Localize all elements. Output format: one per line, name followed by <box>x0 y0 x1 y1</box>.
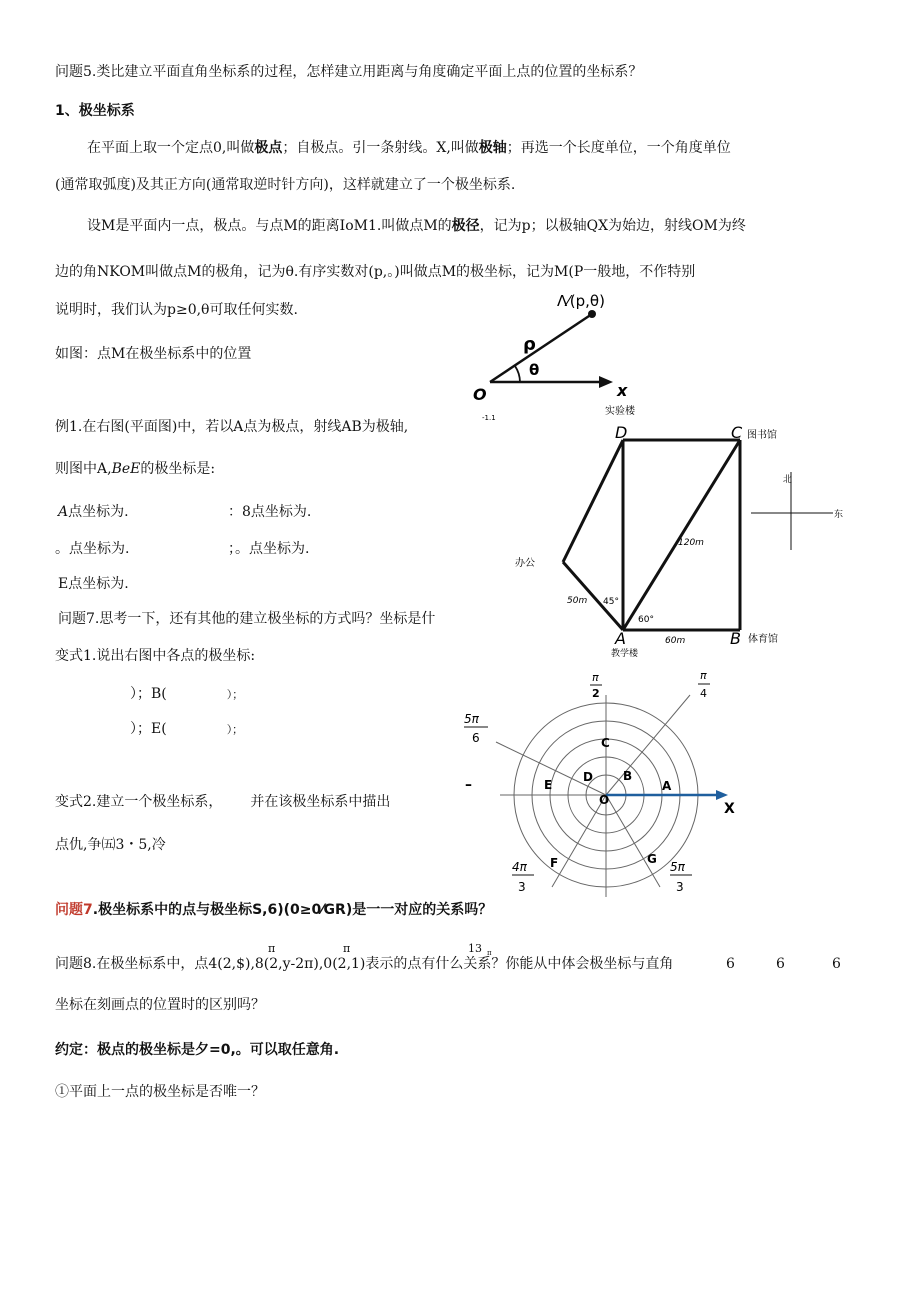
answer-b: ：8点坐标为. <box>228 504 312 520</box>
campus-map-figure <box>505 400 875 660</box>
map-b-label: 体育馆 <box>748 634 778 645</box>
q8-six-1: 6 <box>726 956 735 972</box>
label-pi-top: π <box>592 671 599 684</box>
label-a: A <box>58 504 69 520</box>
convention: 约定：极点的极坐标是夕=0,。可以取任意角. <box>55 1042 340 1058</box>
map-120m: 120m <box>678 538 704 548</box>
map-c: C <box>731 423 743 442</box>
example-1-line-1: 例1.在右图(平面图)中，若以A点为极点，射线AB为极轴, <box>55 419 409 435</box>
ray-5pi-over-3 <box>606 795 660 887</box>
axis-arrowhead <box>599 376 613 388</box>
text-segment: ，记为p；以极轴QX为始边，射线OM为终 <box>479 218 746 234</box>
text-segment: ；再选一个长度单位，一个角度单位 <box>506 140 731 156</box>
polar-grid-figure <box>460 665 760 905</box>
point-m-label: Λ⁄(p,θ) <box>557 292 605 310</box>
q8-six-2: 6 <box>776 956 785 972</box>
map-b: B <box>730 629 741 648</box>
label-5pi-6: 5π <box>464 712 479 726</box>
q8-pi-1: π <box>268 942 276 955</box>
variant-2-line-2: 点仇,争㈤3・5,冷 <box>55 837 166 853</box>
point-f: F <box>550 856 559 870</box>
text-segment: ）；B( <box>130 686 167 702</box>
label-four: 4 <box>700 687 707 700</box>
point-e: E <box>544 778 553 792</box>
tiny-mark: -1.1 <box>482 414 496 422</box>
label-5pi-3: 5π <box>670 860 685 874</box>
paragraph-definition-line-1 <box>87 139 731 157</box>
axis-x-label: X <box>724 801 735 817</box>
question-8-line-2: 坐标在刻画点的位置时的区别吗？ <box>55 997 265 1013</box>
paragraph-point-line-1 <box>87 217 746 235</box>
point-m <box>588 310 596 318</box>
edge-ac <box>623 440 740 630</box>
figure-caption: 如图：点M在极坐标系中的位置 <box>55 346 252 362</box>
text-segment: 并在该极坐标系中描出 <box>250 794 391 810</box>
label-dash: – <box>465 777 472 793</box>
label-two-top: 2 <box>592 687 600 700</box>
paragraph-point-line-3: 说明时，我们认为p≥0,θ可取任何实数. <box>55 302 298 318</box>
text-segment: 在平面上取一个定点0,叫做 <box>87 140 255 156</box>
term-polar-axis: 极轴 <box>478 140 507 156</box>
answer-a <box>58 503 129 521</box>
example-1-line-2 <box>55 460 215 478</box>
map-60deg: 60° <box>638 615 654 625</box>
text-segment: ；自极点。引一条射线。X,叫做 <box>282 140 479 156</box>
text-segment: 变式2.建立一个极坐标系， <box>55 794 223 810</box>
map-60m: 60m <box>665 636 686 646</box>
label-three-left: 3 <box>518 880 526 894</box>
text-segment: 设M是平面内一点，极点。与点M的距离IoM1.叫做点M的 <box>87 218 452 234</box>
ray-pi-over-4 <box>606 695 690 795</box>
question-5: 问题5.类比建立平面直角坐标系的过程，怎样建立用距离与角度确定平面上点的位置的坐标系？ <box>55 64 643 80</box>
point-c: C <box>601 736 610 750</box>
term-polar-radius: 极径 <box>451 218 480 234</box>
map-a-label: 教学楼 <box>611 649 639 659</box>
map-a: A <box>615 629 626 648</box>
origin-label: O <box>473 385 487 404</box>
q8-13: 13 <box>468 942 482 955</box>
paragraph-definition-line-2: (通常取弧度)及其正方向(通常取逆时针方向)，这样就建立了一个极坐标系. <box>55 177 516 193</box>
q8-13-sub: π <box>487 949 492 957</box>
term-pole: 极点 <box>254 140 283 156</box>
rho-label: ρ <box>523 334 536 355</box>
question-8-line-1: 问题8.在极坐标系中，点4(2,$),8(2,y-2π),0(2,1)表示的点有什么关系？你能从中体会极坐标与直角 <box>55 956 674 972</box>
map-c-label: 图书馆 <box>747 430 777 441</box>
point-a: A <box>662 779 672 793</box>
question-7-bijection <box>55 901 492 919</box>
text-segment: 的极坐标是: <box>140 461 216 477</box>
point-g: G <box>647 852 657 866</box>
text-segment: ）； <box>226 688 244 701</box>
theta-label: θ <box>529 361 540 379</box>
answer-d: ；。点坐标为. <box>228 541 310 557</box>
compass-east: 东 <box>834 510 844 520</box>
point-d: D <box>583 770 593 784</box>
edge-d-office <box>563 440 623 562</box>
map-d: D <box>615 423 628 442</box>
text-segment-italic: BeE <box>111 461 141 477</box>
text-segment: ）； <box>226 723 244 736</box>
answer-c: 。点坐标为. <box>55 541 130 557</box>
map-top-label: 实验楼 <box>605 406 635 417</box>
ray-om <box>490 314 592 382</box>
x-label: x <box>617 381 628 400</box>
compass-north: 北 <box>783 475 793 485</box>
label-three-right: 3 <box>676 880 684 894</box>
label-six: 6 <box>472 731 480 745</box>
variant-2-line-1 <box>55 793 390 811</box>
answer-e: E点坐标为. <box>58 576 129 592</box>
q8-pi-2: π <box>343 942 351 955</box>
question-7-think: 问题7.思考一下，还有其他的建立极坐标的方式吗？坐标是什 <box>58 611 436 627</box>
text-segment: 则图中A, <box>55 461 112 477</box>
variant-1-row-2 <box>130 720 243 739</box>
section-title-polar-coordinates: 1、极坐标系 <box>55 103 135 119</box>
map-45deg: 45° <box>603 597 619 607</box>
map-office: 办公 <box>515 558 535 569</box>
question-uniqueness: ①平面上一点的极坐标是否唯一？ <box>55 1084 265 1100</box>
polar-axis-arrowhead <box>716 790 728 800</box>
question-7-label: 问题7 <box>55 902 93 918</box>
text-segment: ）；E( <box>130 721 167 737</box>
variant-1-title: 变式1.说出右图中各点的极坐标: <box>55 648 256 664</box>
question-7-text: .极坐标系中的点与极坐标S,6)(0≥0⁄GR)是一一对应的关系吗？ <box>92 902 493 918</box>
paragraph-point-line-2: 边的角NKOM叫做点M的极角，记为θ.有序实数对(p,。)叫做点M的极坐标，记为M(P一般地，不作特别 <box>55 264 696 280</box>
label-4pi-3: 4π <box>512 860 527 874</box>
ray-4pi-over-3 <box>552 795 606 887</box>
variant-1-row-1 <box>130 685 243 704</box>
map-50m: 50m <box>567 596 588 606</box>
q8-six-3: 6 <box>832 956 841 972</box>
label-pi-4: π <box>700 669 707 682</box>
answer-a-text: 点坐标为. <box>68 504 129 520</box>
angle-arc <box>515 366 520 382</box>
point-b: B <box>623 769 633 783</box>
point-o: O <box>599 793 610 807</box>
